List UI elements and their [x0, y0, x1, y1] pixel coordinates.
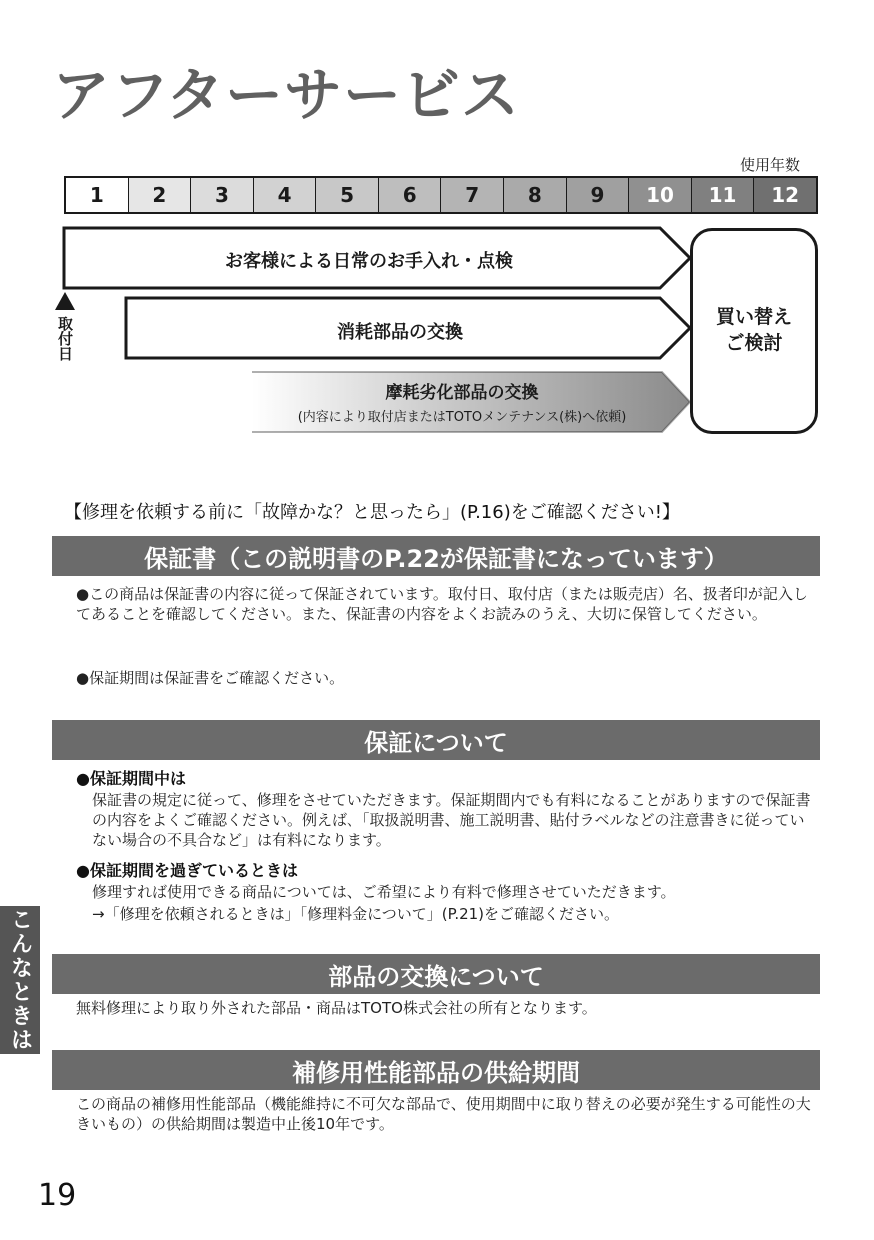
- years-label: 使用年数: [740, 156, 801, 174]
- page-title: アフターサービス: [52, 61, 520, 129]
- repair-parts-text: この商品の補修用性能部品（機能維持に不可欠な部品で、使用期間中に取り替えの必要が発生する可能性の大きいもの）の供給期間は製造中止後10年です。: [76, 1095, 811, 1133]
- page-number: 19: [38, 1178, 77, 1213]
- warranty-after-text1: 修理すれば使用できる商品については、ご希望により有料で修理させていただきます。: [92, 883, 676, 901]
- year-cell: 8: [504, 178, 567, 212]
- warranty-during-text: 保証書の規定に従って、修理をさせていただきます。保証期間内でも有料になることがありますので保証書の内容をよくご確認ください。例えば､「取扱説明書、施工説明書、貼付ラベルなどの注意書きに従っていない場合の不具合など」は有料になります。: [92, 791, 811, 849]
- year-cell: 2: [129, 178, 192, 212]
- triangle-up-icon: [55, 292, 75, 310]
- warranty-header: 保証について: [52, 720, 820, 760]
- year-cell: 3: [191, 178, 254, 212]
- year-cell: 12: [754, 178, 816, 212]
- parts-exchange-text: 無料修理により取り外された部品・商品はTOTO株式会社の所有となります。: [76, 999, 597, 1017]
- side-tab[interactable]: [0, 906, 40, 1054]
- warranty-card-para1: ●この商品は保証書の内容に従って保証されています。取付日、取付店（または販売店）名、扱者印が記入してあることを確認してください。また、保証書の内容をよくお読みのうえ、大切に保管してください。: [76, 585, 808, 623]
- warranty-after-title: ●保証期間を過ぎているときは: [76, 861, 298, 880]
- warranty-after-text2: →「修理を依頼されるときは」「修理料金について」(P.21)をご確認ください。: [92, 905, 620, 923]
- repair-parts-header: 補修用性能部品の供給期間: [52, 1050, 820, 1090]
- replace-line2: ご検討: [725, 332, 783, 354]
- warranty-during-title: ●保証期間中は: [76, 769, 186, 788]
- wear-parts-label: 摩耗劣化部品の交換: [385, 383, 539, 403]
- year-cell: 5: [316, 178, 379, 212]
- wear-parts-note: (内容により取付店またはTOTOメンテナンス(株)へ依頼): [297, 410, 627, 425]
- year-cell: 1: [66, 178, 129, 212]
- year-cell: 10: [629, 178, 692, 212]
- warranty-card-para2: ●保証期間は保証書をご確認ください。: [76, 669, 345, 687]
- daily-care-label: お客様による日常のお手入れ・点検: [225, 251, 513, 272]
- replace-box: [690, 228, 818, 434]
- year-cell: 7: [441, 178, 504, 212]
- year-cell: 11: [692, 178, 755, 212]
- parts-exchange-header: 部品の交換について: [52, 954, 820, 994]
- install-marker: [54, 292, 76, 365]
- warranty-card-header: 保証書（この説明書のP.22が保証書になっています）: [52, 536, 820, 576]
- consumable-label: 消耗部品の交換: [337, 322, 463, 343]
- install-label: 取付日: [56, 316, 74, 361]
- replace-line1: 買い替え: [715, 306, 792, 329]
- repair-notice: 【修理を依頼する前に「故障かな？と思ったら」(P.16)をご確認ください!】: [64, 502, 680, 523]
- year-cell: 6: [379, 178, 442, 212]
- year-cell: 4: [254, 178, 317, 212]
- side-tab-label: こんなときは: [7, 908, 33, 1052]
- year-cell: 9: [567, 178, 630, 212]
